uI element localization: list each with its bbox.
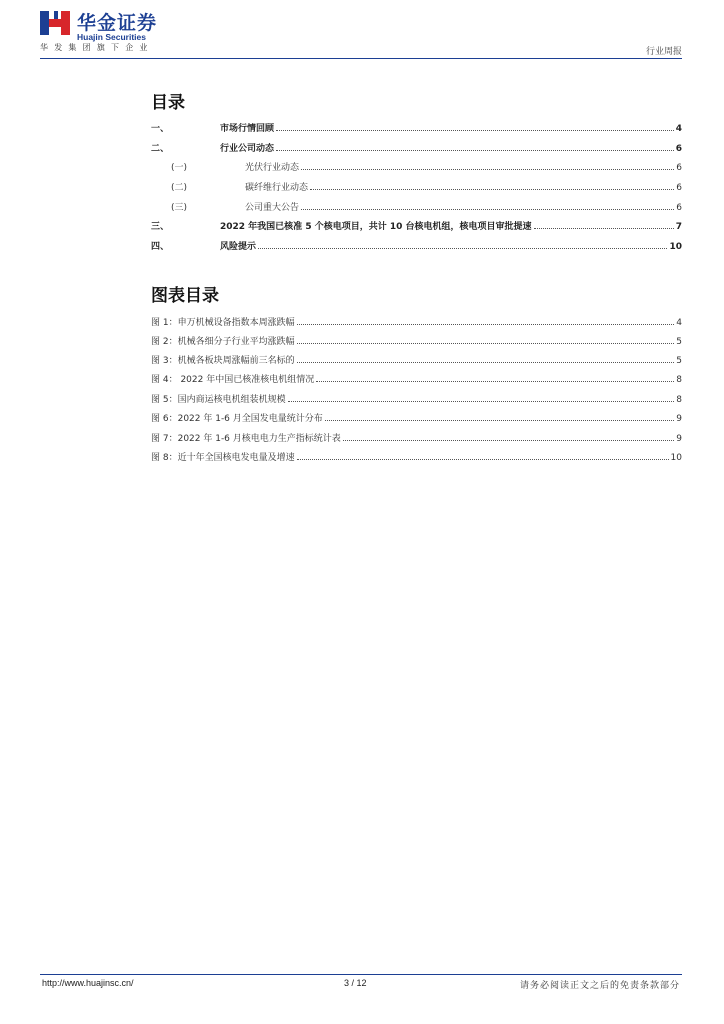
figure-entry-page: 8 [676, 395, 682, 405]
toc-subentry[interactable] [151, 159, 682, 173]
figure-entry-page: 9 [676, 414, 682, 424]
toc-entry-title: 风险提示 [220, 242, 257, 252]
toc-entry[interactable] [151, 238, 682, 252]
toc-entry-page: 4 [675, 124, 682, 134]
toc-entry[interactable] [151, 140, 682, 154]
figure-index-entry[interactable] [151, 410, 682, 424]
footer-page-indicator: 3 / 12 [344, 978, 367, 988]
figure-entry-label: 图 8：近十年全国核电发电量及增速 [151, 453, 295, 463]
toc-entry-title: 碳纤维行业动态 [245, 183, 309, 193]
toc-leader-dots [276, 130, 674, 131]
toc-entry-page: 6 [676, 183, 682, 193]
figure-leader-dots [288, 401, 675, 402]
toc-entry-page: 6 [675, 144, 682, 154]
toc-entry-page: 6 [676, 163, 682, 173]
figure-index-title: 图表目录 [151, 286, 219, 306]
toc-leader-dots [258, 248, 667, 249]
figure-index-entry[interactable] [151, 333, 682, 347]
toc-subentry[interactable] [151, 179, 682, 193]
figure-index-entry[interactable] [151, 371, 682, 385]
figure-leader-dots [297, 343, 675, 344]
toc-entry-title: 公司重大公告 [245, 203, 300, 213]
figure-entry-page: 10 [670, 453, 682, 463]
toc-title: 目录 [151, 93, 185, 113]
toc-leader-dots [534, 228, 674, 229]
toc-leader-dots [310, 189, 674, 190]
figure-index-entry[interactable] [151, 391, 682, 405]
figure-leader-dots [297, 324, 675, 325]
footer-website-link[interactable]: http://www.huajinsc.cn/ [42, 978, 134, 988]
figure-index-entry[interactable] [151, 449, 682, 463]
toc-entry-number: (一) [171, 163, 188, 173]
huajin-logo-icon [40, 8, 70, 38]
figure-entry-page: 5 [676, 337, 682, 347]
toc-entry-page: 10 [669, 242, 682, 252]
toc-entry-title: 行业公司动态 [220, 144, 275, 154]
brand-name-en: Huajin Securities [77, 32, 146, 42]
toc-leader-dots [301, 209, 674, 210]
toc-entry[interactable] [151, 120, 682, 134]
footer-divider [40, 974, 682, 975]
figure-leader-dots [316, 381, 674, 382]
toc-leader-dots [276, 150, 674, 151]
toc-entry-number: 一、 [151, 124, 170, 134]
brand-name-cn: 华金证券 [77, 12, 158, 34]
toc-entry-page: 6 [676, 203, 682, 213]
figure-leader-dots [343, 440, 674, 441]
figure-entry-label: 图 6：2022 年 1-6 月全国发电量统计分布 [151, 414, 323, 424]
report-type-label: 行业周报 [645, 47, 682, 57]
figure-entry-label: 图 5：国内商运核电机组装机规模 [151, 395, 286, 405]
figure-entry-page: 4 [676, 318, 682, 328]
toc-subentry[interactable] [151, 199, 682, 213]
figure-entry-label: 图 4： 2022 年中国已核准核电机组情况 [151, 375, 315, 385]
toc-entry-title: 2022 年我国已核准 5 个核电项目，共计 10 台核电机组，核电项目审批提速 [220, 222, 532, 232]
toc-entry-page: 7 [675, 222, 682, 232]
figure-leader-dots [297, 362, 675, 363]
toc-entry-number: 二、 [151, 144, 170, 154]
toc-entry-number: (二) [171, 183, 188, 193]
toc-entry-title: 光伏行业动态 [245, 163, 300, 173]
toc-leader-dots [301, 169, 674, 170]
figure-entry-page: 8 [676, 375, 682, 385]
figure-index-entry[interactable] [151, 352, 682, 366]
toc-entry-number: (三) [171, 203, 188, 213]
figure-entry-label: 图 2：机械各细分子行业平均涨跌幅 [151, 337, 295, 347]
figure-leader-dots [297, 459, 669, 460]
figure-entry-label: 图 7：2022 年 1-6 月核电电力生产指标统计表 [151, 434, 341, 444]
figure-entry-label: 图 1：申万机械设备指数本周涨跌幅 [151, 318, 295, 328]
toc-entry-title: 市场行情回顾 [220, 124, 275, 134]
figure-entry-label: 图 3：机械各板块周涨幅前三名标的 [151, 356, 295, 366]
figure-entry-page: 9 [676, 434, 682, 444]
toc-entry[interactable] [151, 218, 682, 232]
figure-entry-page: 5 [676, 356, 682, 366]
footer-disclaimer: 请务必阅读正文之后的免责条款部分 [519, 981, 680, 991]
brand-tagline: 华发集团旗下企业 [40, 43, 154, 52]
header-divider [40, 58, 682, 59]
figure-index-entry[interactable] [151, 314, 682, 328]
figure-index-entry[interactable] [151, 430, 682, 444]
toc-entry-number: 三、 [151, 222, 170, 232]
toc-entry-number: 四、 [151, 242, 170, 252]
figure-leader-dots [325, 420, 674, 421]
